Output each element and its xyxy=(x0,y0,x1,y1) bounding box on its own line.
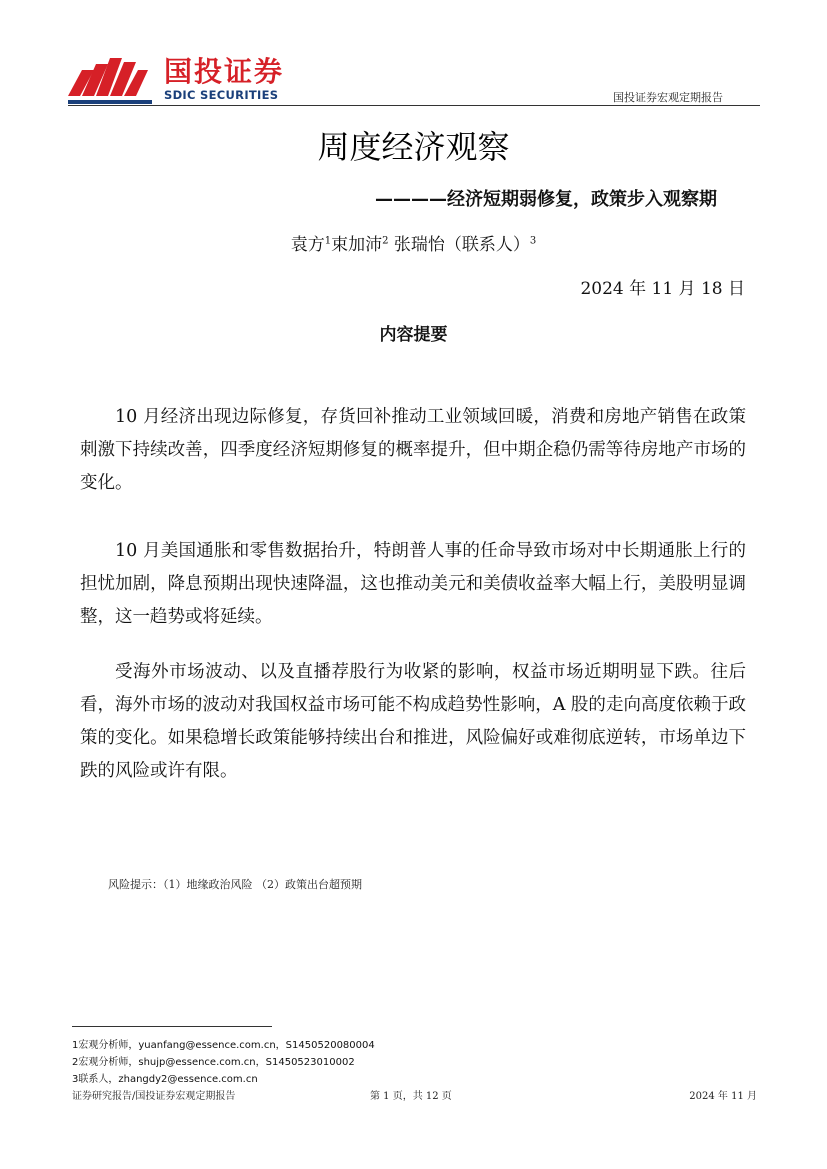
header-divider xyxy=(68,105,760,106)
author-name: 张瑞怡（联系人） xyxy=(393,235,530,255)
footnote-divider xyxy=(72,1026,272,1027)
author-name: 袁方 xyxy=(290,235,325,255)
summary-paragraph-2: 10 月美国通胀和零售数据抬升，特朗普人事的任命导致市场对中长期通胀上行的担忧加剧，降息预期出现快速降温，这也推动美元和美债收益率大幅上行，美股明显调整，这一趋势或将延续。 xyxy=(80,541,746,627)
author-footnote-mark: 1 xyxy=(324,235,332,247)
summary-paragraph-3: 受海外市场波动、以及直播荐股行为收紧的影响，权益市场近期明显下跌。往后看，海外市场的波动对我国权益市场可能不构成趋势性影响，A 股的走向高度依赖于政策的变化。如果稳增长政策能够持续出台和推进，风险偏好或难彻底逆转，市场单边下跌的风险或许有限。 xyxy=(80,662,746,781)
report-series-label: 国投证券宏观定期报告 xyxy=(613,91,723,104)
page-subtitle: ————经济短期弱修复，政策步入观察期 xyxy=(375,189,717,210)
author-footnote-mark: 3 xyxy=(529,235,537,247)
footnote-2: 2宏观分析师，shujp@essence.com.cn，S1450523010002 xyxy=(72,1057,355,1068)
page-title: 周度经济观察 xyxy=(317,128,510,166)
footnote-3: 3联系人，zhangdy2@essence.com.cn xyxy=(72,1074,258,1085)
logo-text-en: SDIC SECURITIES xyxy=(164,88,279,102)
logo-text-cn: 国投证券 xyxy=(164,55,285,88)
footnote-1: 1宏观分析师，yuanfang@essence.com.cn，S1450520080004 xyxy=(72,1040,375,1051)
footer-page-number: 第 1 页，共 12 页 xyxy=(370,1091,452,1102)
author-footnote-mark: 2 xyxy=(382,235,389,247)
summary-paragraph-1: 10 月经济出现边际修复，存货回补推动工业领域回暖，消费和房地产销售在政策刺激下持续改善，四季度经济短期修复的概率提升，但中期企稳仍需等待房地产市场的变化。 xyxy=(80,407,746,493)
logo-mark-icon xyxy=(68,58,152,106)
footer-report-type: 证券研究报告/国投证券宏观定期报告 xyxy=(72,1091,236,1102)
risk-note: 风险提示：（1）地缘政治风险 （2）政策出台超预期 xyxy=(108,878,362,891)
author-line xyxy=(0,230,827,255)
summary-heading: 内容提要 xyxy=(379,325,448,345)
author-name: 束加沛 xyxy=(331,235,383,255)
report-date: 2024 年 11 月 18 日 xyxy=(580,279,745,299)
footer-date: 2024 年 11 月 xyxy=(689,1091,757,1102)
